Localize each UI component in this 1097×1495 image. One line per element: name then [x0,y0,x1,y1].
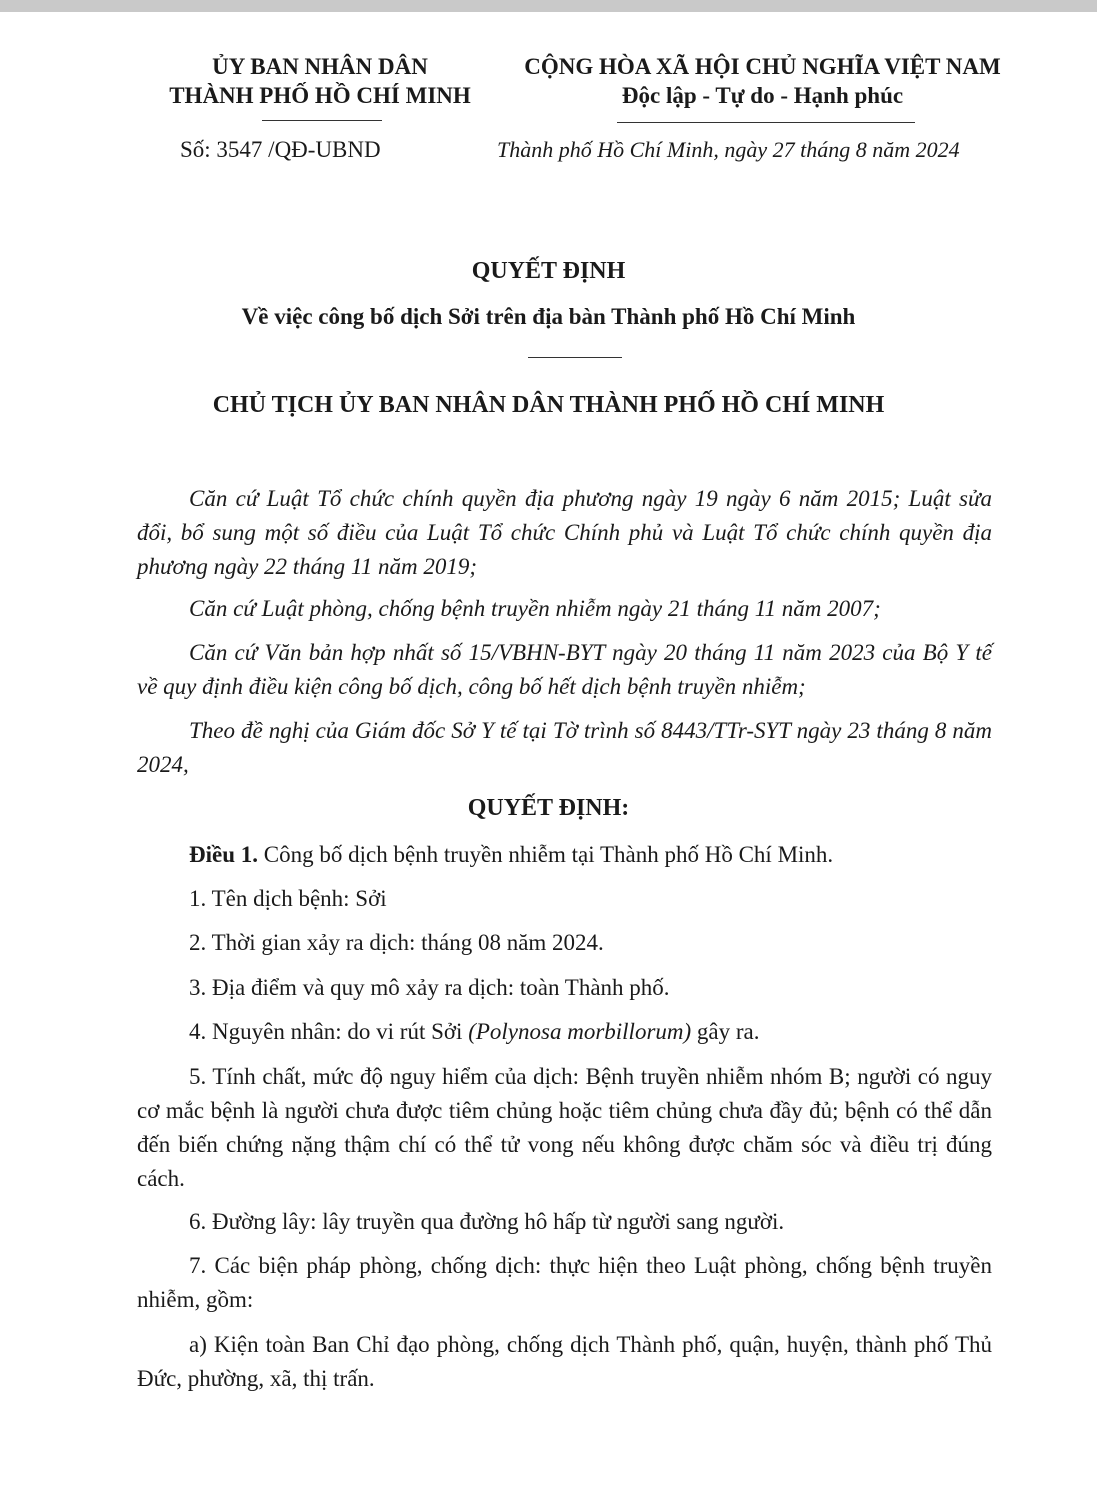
item-5: 5. Tính chất, mức độ nguy hiểm của dịch: Bệnh truyền nhiễm nhóm B; người có nguy cơ mắc bệnh là người chưa được tiêm chủng hoặc tiêm chủng chưa đầy đủ; bệnh có thể dẫn đến biến chứng nặng thậm chí có thể tử vong nếu không được chăm sóc và điều trị đúng cách. [137,1064,992,1191]
article-1-text: Công bố dịch bệnh truyền nhiễm tại Thành phố Hồ Chí Minh. [258,842,834,867]
item-7: 7. Các biện pháp phòng, chống dịch: thực hiện theo Luật phòng, chống bệnh truyền nhiễm, gồm: [137,1253,992,1312]
decision-heading: QUYẾT ĐỊNH: [467,795,630,821]
motto-underline [617,122,915,123]
item-7a: a) Kiện toàn Ban Chỉ đạo phòng, chống dịch Thành phố, quận, huyện, thành phố Thủ Đức, phường, xã, thị trấn. [137,1332,992,1391]
item-4-virus-name: (Polynosa morbillorum) [468,1019,692,1044]
issuing-agency [120,52,520,110]
document-date: Thành phố Hồ Chí Minh, ngày 27 tháng 8 năm 2024 [497,137,960,162]
article-1 [137,838,992,872]
agency-underline [262,120,382,121]
agency-line-1: ỦY BAN NHÂN DÂN [212,54,428,79]
item-4-before: 4. Nguyên nhân: do vi rút Sởi [189,1019,469,1044]
issuing-authority: CHỦ TỊCH ỦY BAN NHÂN DÂN THÀNH PHỐ HỒ CHÍ MINH [212,392,885,418]
item-1: 1. Tên dịch bệnh: Sởi [189,886,387,911]
top-edge-bar [0,0,1097,12]
item-6: 6. Đường lây: lây truyền qua đường hô hấp từ người sang người. [189,1209,785,1234]
country-name: CỘNG HÒA XÃ HỘI CHỦ NGHĨA VIỆT NAM [524,54,1001,79]
preamble-4: Theo đề nghị của Giám đốc Sở Y tế tại Tờ trình số 8443/TTr-SYT ngày 23 tháng 8 năm 2024, [137,718,992,777]
article-1-label: Điều 1. [189,842,258,867]
preamble-3: Căn cứ Văn bản hợp nhất số 15/VBHN-BYT ngày 20 tháng 11 năm 2023 của Bộ Y tế về quy định điều kiện công bố dịch, công bố hết dịch bệnh truyền nhiễm; [137,640,992,699]
document-number: Số: 3547 /QĐ-UBND [180,137,381,162]
preamble-2: Căn cứ Luật phòng, chống bệnh truyền nhiễm ngày 21 tháng 11 năm 2007; [189,596,881,621]
item-3: 3. Địa điểm và quy mô xảy ra dịch: toàn Thành phố. [189,975,670,1000]
title-underline [528,357,622,358]
agency-line-2: THÀNH PHỐ HỒ CHÍ MINH [169,83,471,108]
item-2: 2. Thời gian xảy ra dịch: tháng 08 năm 2024. [189,930,604,955]
decision-subject: Về việc công bố dịch Sởi trên địa bàn Thành phố Hồ Chí Minh [241,304,856,329]
item-4-after: gây ra. [691,1019,760,1044]
preamble-1: Căn cứ Luật Tổ chức chính quyền địa phương ngày 19 ngày 6 năm 2015; Luật sửa đổi, bổ sung một số điều của Luật Tổ chức Chính phủ và Luật Tổ chức chính quyền địa phương ngày 22 tháng 11 năm 2019; [137,486,992,579]
item-4 [137,1015,992,1049]
decision-title: QUYẾT ĐỊNH [471,258,626,284]
national-motto [490,52,1035,110]
motto-line: Độc lập - Tự do - Hạnh phúc [621,83,904,108]
